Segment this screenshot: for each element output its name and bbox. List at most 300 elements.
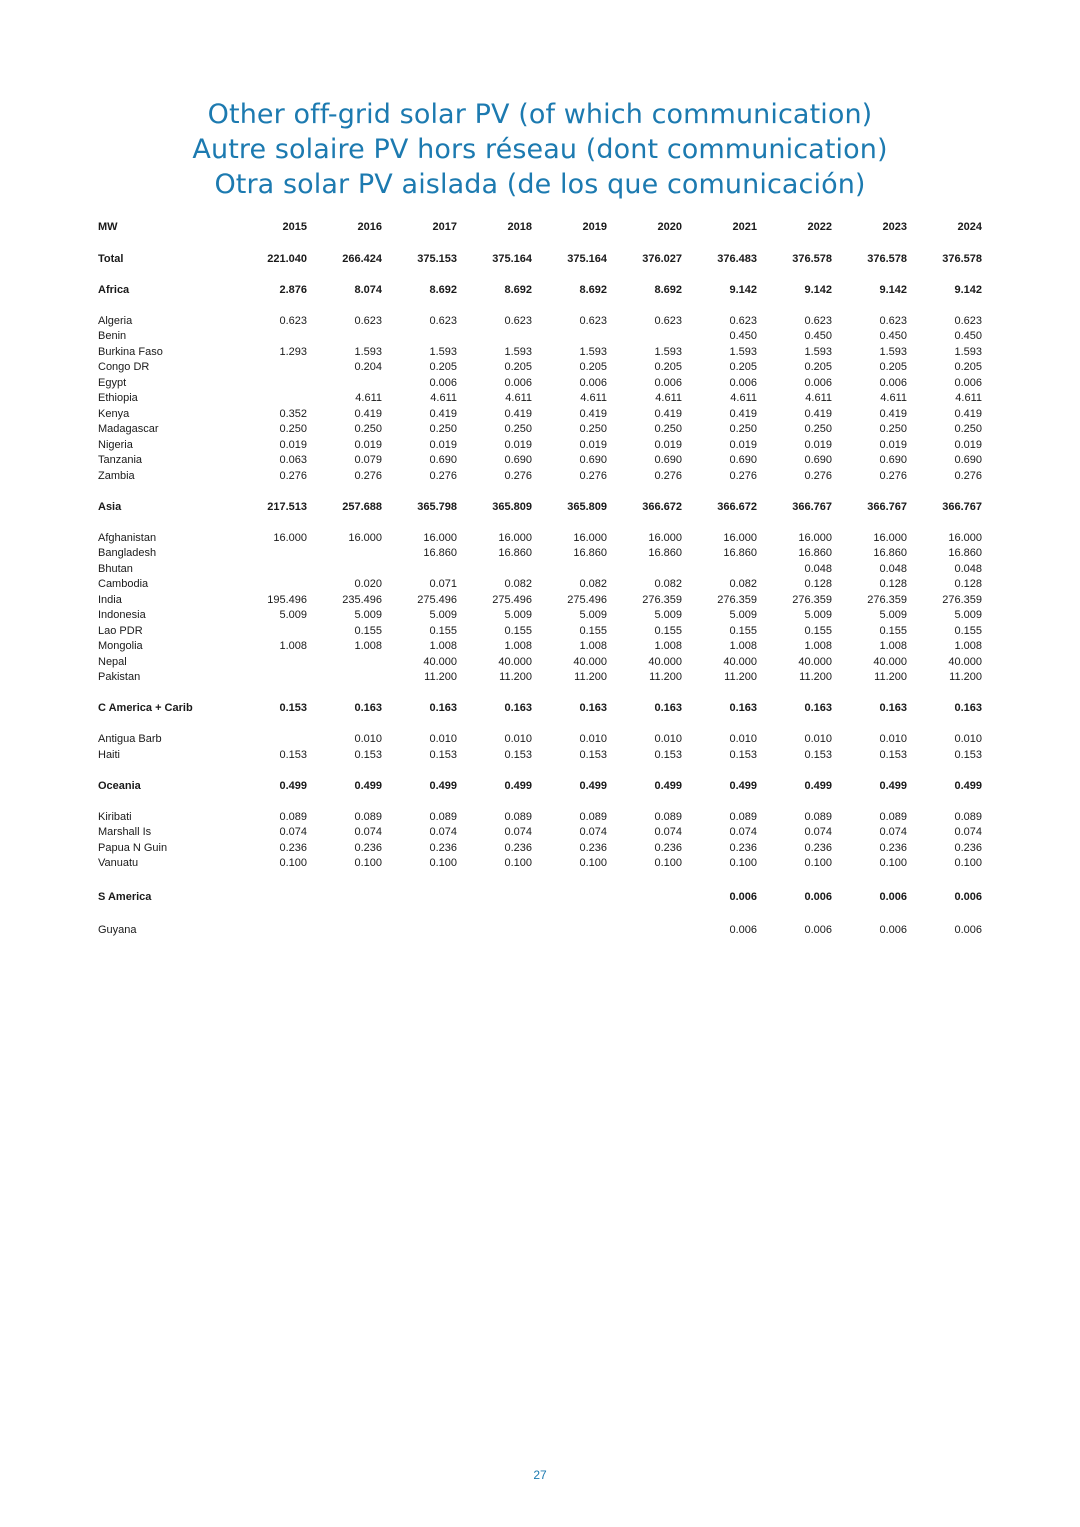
cell-value <box>232 329 307 345</box>
cell-value: 11.200 <box>724 671 757 683</box>
cell-value: 16.000 <box>573 531 607 544</box>
year-header: 2016 <box>357 221 382 234</box>
cell-value <box>307 923 382 939</box>
cell-value: 0.250 <box>879 423 907 435</box>
cell-value <box>232 577 307 593</box>
row-label: C America + Carib <box>98 702 193 714</box>
country-row <box>98 391 982 407</box>
country-row <box>98 639 982 655</box>
cell-value: 11.200 <box>499 671 532 683</box>
cell-value: 0.419 <box>954 407 982 420</box>
cell-value: 0.089 <box>429 810 457 823</box>
cell-value: 1.293 <box>279 345 307 358</box>
cell-value: 11.200 <box>424 671 457 683</box>
cell-value: 0.499 <box>804 779 832 792</box>
page-number: 27 <box>533 1468 547 1482</box>
cell-value: 0.019 <box>429 438 457 451</box>
cell-value: 1.593 <box>579 345 607 358</box>
row-label: Guyana <box>98 924 137 936</box>
cell-value: 0.006 <box>879 376 907 389</box>
cell-value: 16.000 <box>273 531 307 544</box>
cell-value: 0.205 <box>879 361 907 373</box>
cell-value: 5.009 <box>354 609 382 621</box>
cell-value: 5.009 <box>654 609 682 621</box>
cell-value <box>307 546 382 562</box>
cell-value: 1.593 <box>504 345 532 358</box>
cell-value <box>457 923 532 939</box>
cell-value: 375.164 <box>492 252 532 265</box>
cell-value: 0.623 <box>879 314 907 327</box>
region-total-row <box>98 890 982 906</box>
cell-value: 1.593 <box>729 345 757 358</box>
cell-value: 0.499 <box>354 779 382 792</box>
cell-value: 0.690 <box>729 454 757 466</box>
cell-value: 0.010 <box>954 733 982 745</box>
spacer-row <box>98 686 982 702</box>
cell-value: 0.419 <box>354 407 382 420</box>
cell-value: 0.205 <box>954 361 982 373</box>
cell-value: 5.009 <box>504 609 532 621</box>
row-label: Haiti <box>98 748 121 761</box>
cell-value: 1.008 <box>879 640 907 652</box>
cell-value: 0.082 <box>729 578 757 590</box>
cell-value: 11.200 <box>574 671 607 683</box>
country-row <box>98 438 982 454</box>
row-label: Total <box>98 252 124 265</box>
country-row <box>98 531 982 547</box>
cell-value: 40.000 <box>798 655 832 668</box>
cell-value: 275.496 <box>567 593 607 606</box>
cell-value: 1.008 <box>654 640 682 652</box>
row-label: Egypt <box>98 376 127 389</box>
cell-value: 0.623 <box>654 314 682 327</box>
cell-value: 4.611 <box>580 392 607 404</box>
cell-value: 8.074 <box>354 283 382 296</box>
cell-value: 5.009 <box>279 609 307 621</box>
row-label: Burkina Faso <box>98 345 163 358</box>
country-row <box>98 923 982 939</box>
cell-value <box>232 890 307 906</box>
cell-value: 0.006 <box>729 890 757 903</box>
cell-value: 0.499 <box>279 779 307 792</box>
cell-value: 0.006 <box>954 924 982 936</box>
cell-value: 1.593 <box>954 345 982 358</box>
cell-value <box>607 562 682 578</box>
cell-value <box>682 562 757 578</box>
country-row <box>98 748 982 764</box>
cell-value: 0.204 <box>354 361 382 373</box>
cell-value: 0.276 <box>804 469 832 482</box>
row-label: Kenya <box>98 407 130 420</box>
cell-value: 0.089 <box>804 810 832 823</box>
cell-value: 0.155 <box>429 624 457 637</box>
cell-value: 0.074 <box>879 826 907 838</box>
cell-value <box>532 890 607 906</box>
cell-value: 0.450 <box>804 330 832 342</box>
cell-value: 0.623 <box>354 314 382 327</box>
cell-value: 5.009 <box>804 609 832 621</box>
cell-value: 0.074 <box>654 826 682 838</box>
cell-value <box>232 360 307 376</box>
cell-value <box>457 329 532 345</box>
cell-value: 376.027 <box>642 252 682 265</box>
cell-value: 5.009 <box>579 609 607 621</box>
cell-value: 0.048 <box>879 562 907 575</box>
row-label: Algeria <box>98 314 133 327</box>
cell-value: 0.019 <box>354 438 382 451</box>
cell-value: 0.153 <box>429 748 457 761</box>
cell-value: 0.074 <box>354 826 382 838</box>
cell-value: 0.450 <box>729 330 757 342</box>
cell-value: 0.089 <box>879 810 907 823</box>
country-row <box>98 345 982 361</box>
year-header: 2021 <box>732 221 757 234</box>
cell-value: 0.623 <box>504 314 532 327</box>
cell-value: 0.010 <box>429 733 457 745</box>
cell-value: 0.153 <box>804 748 832 761</box>
cell-value <box>307 670 382 686</box>
cell-value: 1.008 <box>579 640 607 652</box>
cell-value: 0.250 <box>429 423 457 435</box>
cell-value: 0.153 <box>954 748 982 761</box>
cell-value: 11.200 <box>874 671 907 683</box>
cell-value: 4.611 <box>505 392 532 404</box>
cell-value: 0.623 <box>729 314 757 327</box>
cell-value: 0.276 <box>879 469 907 482</box>
cell-value: 0.276 <box>354 469 382 482</box>
cell-value: 0.690 <box>504 454 532 466</box>
row-label: Tanzania <box>98 454 143 466</box>
region-total-row <box>98 779 982 795</box>
cell-value: 11.200 <box>799 671 832 683</box>
row-label: Congo DR <box>98 361 150 373</box>
cell-value: 375.153 <box>417 252 457 265</box>
cell-value: 4.611 <box>730 392 757 404</box>
cell-value: 0.128 <box>879 578 907 590</box>
cell-value: 4.611 <box>430 392 457 404</box>
cell-value: 0.499 <box>504 779 532 792</box>
cell-value: 366.672 <box>717 500 757 513</box>
cell-value: 0.623 <box>804 314 832 327</box>
cell-value: 0.153 <box>729 748 757 761</box>
cell-value: 0.236 <box>804 841 832 854</box>
cell-value: 0.074 <box>804 826 832 838</box>
cell-value: 366.767 <box>942 500 982 513</box>
cell-value: 365.798 <box>417 500 457 513</box>
cell-value: 0.153 <box>279 702 307 714</box>
country-row <box>98 453 982 469</box>
cell-value: 9.142 <box>729 283 757 296</box>
cell-value: 0.155 <box>579 624 607 637</box>
country-row <box>98 329 982 345</box>
cell-value: 0.019 <box>579 438 607 451</box>
cell-value: 0.074 <box>279 826 307 838</box>
cell-value: 0.010 <box>504 733 532 745</box>
cell-value: 1.008 <box>354 640 382 652</box>
cell-value <box>307 562 382 578</box>
cell-value: 0.006 <box>504 376 532 389</box>
cell-value: 11.200 <box>649 671 682 683</box>
cell-value: 0.010 <box>654 733 682 745</box>
spacer-row <box>98 298 982 314</box>
row-label: Pakistan <box>98 671 141 683</box>
cell-value: 0.250 <box>654 423 682 435</box>
cell-value <box>382 923 457 939</box>
region-total-row <box>98 701 982 717</box>
cell-value: 0.276 <box>579 469 607 482</box>
country-row <box>98 546 982 562</box>
cell-value: 221.040 <box>267 252 307 265</box>
cell-value: 0.236 <box>729 841 757 854</box>
cell-value: 0.499 <box>429 779 457 792</box>
cell-value: 0.074 <box>954 826 982 838</box>
cell-value <box>532 329 607 345</box>
cell-value: 16.000 <box>423 531 457 544</box>
cell-value: 0.153 <box>504 748 532 761</box>
spacer-row <box>98 872 982 890</box>
cell-value: 0.153 <box>354 748 382 761</box>
capacity-table <box>98 220 982 939</box>
cell-value: 0.006 <box>954 376 982 389</box>
cell-value: 0.010 <box>579 733 607 745</box>
cell-value: 0.074 <box>729 826 757 838</box>
row-label: Bhutan <box>98 562 133 575</box>
cell-value: 0.163 <box>579 702 607 714</box>
country-row <box>98 841 982 857</box>
cell-value: 0.163 <box>429 702 457 714</box>
row-label: Afghanistan <box>98 531 157 544</box>
cell-value <box>607 890 682 906</box>
cell-value: 0.419 <box>879 407 907 420</box>
cell-value: 16.000 <box>723 531 757 544</box>
cell-value: 11.200 <box>949 671 982 683</box>
cell-value: 0.623 <box>279 314 307 327</box>
cell-value: 0.163 <box>804 702 832 714</box>
header-row <box>98 220 982 236</box>
cell-value: 0.128 <box>804 578 832 590</box>
cell-value: 0.100 <box>579 857 607 869</box>
table-body <box>98 220 982 939</box>
cell-value: 0.089 <box>654 810 682 823</box>
cell-value <box>232 546 307 562</box>
spacer-row <box>98 484 982 500</box>
cell-value: 0.010 <box>804 733 832 745</box>
year-header: 2018 <box>507 221 532 234</box>
country-row <box>98 655 982 671</box>
cell-value: 0.155 <box>354 624 382 637</box>
cell-value: 0.623 <box>579 314 607 327</box>
cell-value: 0.019 <box>954 438 982 451</box>
cell-value: 16.860 <box>798 547 832 559</box>
cell-value: 0.250 <box>354 423 382 435</box>
row-label: Nepal <box>98 655 127 668</box>
cell-value: 0.419 <box>804 407 832 420</box>
cell-value: 0.082 <box>504 578 532 590</box>
region-total-row <box>98 252 982 268</box>
cell-value: 0.690 <box>579 454 607 466</box>
cell-value: 16.000 <box>348 531 382 544</box>
country-row <box>98 825 982 841</box>
cell-value: 1.593 <box>429 345 457 358</box>
row-label: Kiribati <box>98 810 132 823</box>
cell-value: 40.000 <box>498 655 532 668</box>
cell-value: 0.499 <box>654 779 682 792</box>
cell-value: 366.767 <box>792 500 832 513</box>
cell-value: 266.424 <box>342 252 382 265</box>
cell-value: 0.250 <box>804 423 832 435</box>
cell-value: 0.163 <box>654 702 682 714</box>
cell-value: 16.860 <box>573 547 607 559</box>
cell-value: 0.006 <box>729 924 757 936</box>
cell-value <box>607 329 682 345</box>
year-header: 2024 <box>957 221 982 234</box>
cell-value: 0.419 <box>729 407 757 420</box>
cell-value: 0.236 <box>579 841 607 854</box>
cell-value: 376.483 <box>717 252 757 265</box>
cell-value: 276.359 <box>942 593 982 606</box>
country-row <box>98 732 982 748</box>
cell-value: 0.690 <box>804 454 832 466</box>
cell-value: 0.155 <box>504 624 532 637</box>
year-header: 2019 <box>582 221 607 234</box>
cell-value: 217.513 <box>267 500 307 513</box>
cell-value: 195.496 <box>267 593 307 606</box>
cell-value: 0.236 <box>654 841 682 854</box>
cell-value: 16.000 <box>648 531 682 544</box>
cell-value: 0.100 <box>804 857 832 869</box>
cell-value: 5.009 <box>879 609 907 621</box>
cell-value: 0.205 <box>804 361 832 373</box>
cell-value: 40.000 <box>723 655 757 668</box>
cell-value: 0.419 <box>654 407 682 420</box>
cell-value: 0.089 <box>279 810 307 823</box>
cell-value: 235.496 <box>342 593 382 606</box>
cell-value: 16.860 <box>498 547 532 559</box>
cell-value: 0.419 <box>579 407 607 420</box>
year-header: 2020 <box>657 221 682 234</box>
title-spanish: Otra solar PV aislada (de los que comunicación) <box>214 169 866 200</box>
cell-value: 1.593 <box>879 345 907 358</box>
cell-value: 16.860 <box>648 547 682 559</box>
cell-value: 4.611 <box>655 392 682 404</box>
cell-value: 0.153 <box>879 748 907 761</box>
cell-value: 375.164 <box>567 252 607 265</box>
cell-value <box>232 376 307 392</box>
cell-value: 0.010 <box>879 733 907 745</box>
cell-value: 40.000 <box>648 655 682 668</box>
cell-value: 0.499 <box>579 779 607 792</box>
cell-value: 0.020 <box>354 578 382 590</box>
cell-value: 0.163 <box>954 702 982 714</box>
cell-value <box>382 562 457 578</box>
year-header: 2015 <box>282 221 307 234</box>
cell-value: 40.000 <box>948 655 982 668</box>
cell-value <box>307 655 382 671</box>
title-english: Other off-grid solar PV (of which communication) <box>207 99 873 130</box>
cell-value: 0.690 <box>654 454 682 466</box>
cell-value: 4.611 <box>955 392 982 404</box>
cell-value: 0.205 <box>729 361 757 373</box>
cell-value: 0.048 <box>804 562 832 575</box>
cell-value: 0.236 <box>879 841 907 854</box>
cell-value: 40.000 <box>423 655 457 668</box>
spacer-row <box>98 236 982 252</box>
cell-value: 8.692 <box>429 283 457 296</box>
cell-value <box>307 890 382 906</box>
cell-value <box>232 562 307 578</box>
row-label: Mongolia <box>98 640 143 652</box>
cell-value: 1.008 <box>279 640 307 652</box>
cell-value: 0.100 <box>429 857 457 869</box>
spacer-row <box>98 763 982 779</box>
cell-value: 0.250 <box>729 423 757 435</box>
cell-value: 0.082 <box>579 578 607 590</box>
row-label: Papua N Guin <box>98 841 168 854</box>
cell-value: 0.276 <box>279 469 307 482</box>
cell-value: 40.000 <box>873 655 907 668</box>
cell-value: 1.008 <box>504 640 532 652</box>
cell-value: 366.672 <box>642 500 682 513</box>
cell-value: 0.155 <box>804 624 832 637</box>
cell-value: 40.000 <box>573 655 607 668</box>
cell-value: 0.074 <box>579 826 607 838</box>
cell-value <box>457 562 532 578</box>
cell-value: 0.155 <box>954 624 982 637</box>
cell-value: 0.153 <box>654 748 682 761</box>
cell-value: 0.236 <box>429 841 457 854</box>
cell-value: 1.593 <box>654 345 682 358</box>
cell-value: 0.450 <box>954 330 982 342</box>
cell-value: 8.692 <box>579 283 607 296</box>
cell-value: 366.767 <box>867 500 907 513</box>
cell-value: 1.008 <box>429 640 457 652</box>
country-row <box>98 593 982 609</box>
cell-value: 0.100 <box>504 857 532 869</box>
cell-value: 0.276 <box>954 469 982 482</box>
cell-value: 0.276 <box>504 469 532 482</box>
cell-value <box>457 890 532 906</box>
cell-value <box>232 670 307 686</box>
cell-value: 0.100 <box>354 857 382 869</box>
row-label: Nigeria <box>98 438 133 451</box>
row-label: Africa <box>98 283 130 296</box>
country-row <box>98 360 982 376</box>
cell-value: 0.019 <box>729 438 757 451</box>
cell-value: 0.250 <box>504 423 532 435</box>
cell-value: 0.006 <box>804 890 832 903</box>
cell-value: 0.100 <box>654 857 682 869</box>
country-row <box>98 670 982 686</box>
cell-value: 0.276 <box>429 469 457 482</box>
cell-value: 9.142 <box>879 283 907 296</box>
cell-value: 0.499 <box>879 779 907 792</box>
cell-value: 0.089 <box>579 810 607 823</box>
cell-value: 16.860 <box>423 547 457 559</box>
country-row <box>98 856 982 872</box>
title-french: Autre solaire PV hors réseau (dont communication) <box>192 134 888 165</box>
cell-value: 0.153 <box>279 748 307 761</box>
row-label: Zambia <box>98 469 135 482</box>
row-label: Madagascar <box>98 423 159 435</box>
cell-value: 0.089 <box>354 810 382 823</box>
cell-value: 4.611 <box>355 392 382 404</box>
cell-value <box>307 329 382 345</box>
cell-value: 1.593 <box>804 345 832 358</box>
cell-value: 0.236 <box>504 841 532 854</box>
cell-value: 0.071 <box>429 578 457 590</box>
cell-value: 376.578 <box>942 252 982 265</box>
row-label: Marshall Is <box>98 826 152 838</box>
